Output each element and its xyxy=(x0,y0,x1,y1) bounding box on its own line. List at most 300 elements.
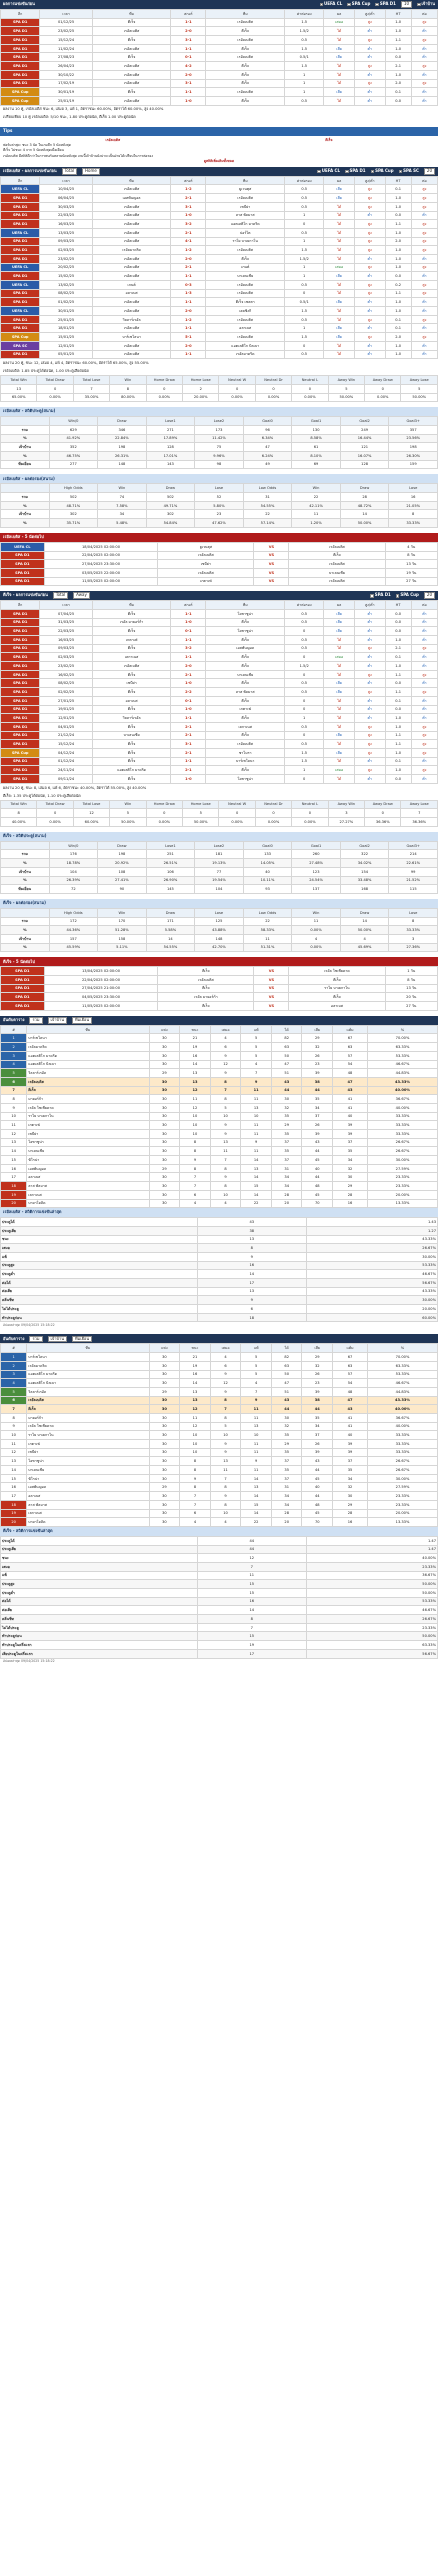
stat-value: 18.78% xyxy=(49,859,98,868)
standings-row[interactable] xyxy=(1,1422,438,1431)
col-header: แต้ม xyxy=(333,1025,368,1034)
tab-total-a[interactable]: Total xyxy=(62,168,77,175)
standings-cell: 8 xyxy=(180,1457,211,1466)
standings-row[interactable] xyxy=(1,1413,438,1422)
match-result: เสีย xyxy=(324,731,355,740)
standings-a-tab-away[interactable]: ทีมเยือน xyxy=(72,1017,92,1024)
standings-cell: 18 xyxy=(1,1500,27,1509)
match-score: 0-1 xyxy=(171,53,206,62)
filter-uefa-cl[interactable]: UEFA CL xyxy=(320,2,343,7)
match-row[interactable] xyxy=(1,202,438,211)
stat-value: 14.05% xyxy=(243,859,292,868)
fixture-row[interactable] xyxy=(1,542,438,551)
stat-label: เจ้าบ้าน xyxy=(1,510,50,519)
match-row[interactable] xyxy=(1,53,438,62)
standings-row[interactable] xyxy=(1,1474,438,1483)
match-row[interactable] xyxy=(1,246,438,255)
match-row[interactable] xyxy=(1,315,438,324)
standings-row[interactable] xyxy=(1,1492,438,1501)
match-corner: ต่ำ xyxy=(411,211,437,220)
match-date: 04/12/24 xyxy=(40,748,92,757)
standings-row[interactable] xyxy=(1,1173,438,1182)
fixture-row[interactable] xyxy=(1,993,438,1002)
standings-cell: 26 xyxy=(302,1051,333,1060)
match-score: 1-1 xyxy=(171,757,206,766)
match-result: ได้ xyxy=(324,96,355,105)
standings-cell: 9 xyxy=(210,1173,241,1182)
league-badge: SPA D1 xyxy=(1,44,40,53)
match-corner: ต่ำ xyxy=(411,696,437,705)
match-ht: 0-0 xyxy=(385,627,411,636)
standings-cell: 30 xyxy=(149,1422,180,1431)
match-result: เสีย xyxy=(324,44,355,53)
tab-away-b[interactable]: Away xyxy=(73,592,90,599)
stat-value: 12 xyxy=(197,1554,306,1563)
match-row[interactable] xyxy=(1,237,438,246)
match-date: 16/03/25 xyxy=(40,636,92,645)
stat-label: ประตูเสีย xyxy=(1,1545,198,1554)
col-header: Draw xyxy=(146,484,195,493)
stat-value: 15 xyxy=(197,1589,306,1598)
fixture-row[interactable] xyxy=(1,568,438,577)
match-odds: 0 xyxy=(285,670,324,679)
home-team: เรอัลเบติส xyxy=(92,254,171,263)
standings-cell: 40 xyxy=(333,1431,368,1440)
standings-cell: 16 xyxy=(1,1483,27,1492)
match-corner: สูง xyxy=(411,220,437,229)
match-result: ได้ xyxy=(324,27,355,36)
standings-cell: 5 xyxy=(210,1103,241,1112)
standings-cell: 19 xyxy=(180,1361,211,1370)
fixture-row[interactable] xyxy=(1,1002,438,1011)
match-row[interactable] xyxy=(1,228,438,237)
standings-row[interactable] xyxy=(1,1060,438,1069)
stat-row xyxy=(1,1305,438,1314)
match-odds: 0.5 xyxy=(285,609,324,618)
match-row[interactable] xyxy=(1,341,438,350)
standings-row[interactable] xyxy=(1,1112,438,1121)
match-date: 30/01/19 xyxy=(40,88,92,97)
tips-header: Tips xyxy=(0,127,438,136)
standings-cell: 11 xyxy=(180,1413,211,1422)
stat-row xyxy=(1,519,438,528)
stat-value: 23.33% xyxy=(306,1562,437,1571)
away-team: เรอัลเบติส xyxy=(206,333,285,342)
standings-row[interactable] xyxy=(1,1431,438,1440)
stat-value: 7 xyxy=(197,1562,306,1571)
match-odds: 0 xyxy=(285,220,324,229)
league-badge: UEFA CL xyxy=(1,307,40,316)
match-score: 1-0 xyxy=(171,679,206,688)
standings-cell: 15 xyxy=(1,1156,27,1165)
tab-total-b[interactable]: Total xyxy=(53,592,68,599)
stat-value: 17.89% xyxy=(146,434,195,443)
standings-b-tab-away[interactable]: ทีมเยือน xyxy=(72,1336,92,1343)
standings-cell: 9 xyxy=(1,1422,27,1431)
stat-value: 0 xyxy=(37,809,73,818)
standings-cell: 35 xyxy=(333,1466,368,1475)
standings-row[interactable] xyxy=(1,1034,438,1043)
league-badge: SPA D1 xyxy=(1,568,45,577)
match-row[interactable] xyxy=(1,714,438,723)
tips-panel xyxy=(0,136,438,167)
match-row[interactable] xyxy=(1,281,438,290)
match-row[interactable] xyxy=(1,679,438,688)
fixture-row[interactable] xyxy=(1,984,438,993)
match-row[interactable] xyxy=(1,757,438,766)
match-date: 09/03/25 xyxy=(40,644,92,653)
match-row[interactable] xyxy=(1,88,438,97)
league-badge: SPA D1 xyxy=(1,79,40,88)
match-result: ได้ xyxy=(324,636,355,645)
count-select-a[interactable]: 20 xyxy=(424,168,435,175)
match-row[interactable] xyxy=(1,263,438,272)
stat-row xyxy=(1,1571,438,1580)
filter-spa-d1[interactable]: SPA D1 xyxy=(375,2,396,7)
standings-row[interactable] xyxy=(1,1077,438,1086)
stat-value: 14 xyxy=(197,1270,306,1279)
league-badge: SPA D1 xyxy=(1,350,40,359)
stat-value: 8 xyxy=(110,384,146,393)
fixture-row[interactable] xyxy=(1,577,438,586)
match-row[interactable] xyxy=(1,185,438,194)
filter-a-d1[interactable]: SPA D1 xyxy=(345,169,366,174)
team-name: เรอัล โซเซียดาด xyxy=(27,1422,149,1431)
match-row[interactable] xyxy=(1,27,438,36)
match-result: เสีย xyxy=(324,748,355,757)
stat-value: 48.71% xyxy=(49,501,98,510)
match-ht: 1-0 xyxy=(385,246,411,255)
match-result: ได้ xyxy=(324,220,355,229)
home-team: ตีเร็จ xyxy=(92,705,171,714)
match-row[interactable] xyxy=(1,220,438,229)
standings-row[interactable] xyxy=(1,1156,438,1165)
match-row[interactable] xyxy=(1,194,438,203)
match-score: 0-1 xyxy=(171,627,206,636)
stat-value: 27.41% xyxy=(98,876,147,885)
team-name: เลกาเนส xyxy=(27,1190,149,1199)
standings-a-tab-home[interactable]: เจ้าบ้าน xyxy=(48,1017,67,1024)
match-row[interactable] xyxy=(1,298,438,307)
standings-cell: 26.67% xyxy=(368,1466,438,1475)
standings-cell: 20 xyxy=(271,1199,302,1208)
tab-home-a[interactable]: Home xyxy=(82,168,100,175)
match-row[interactable] xyxy=(1,254,438,263)
standings-cell: 8 xyxy=(180,1147,211,1156)
match-row[interactable] xyxy=(1,79,438,88)
league-badge: SPA D1 xyxy=(1,315,40,324)
standings-b-tab-home[interactable]: เจ้าบ้าน xyxy=(48,1336,67,1343)
match-odds: 0.5 xyxy=(285,194,324,203)
match-result: ได้ xyxy=(324,307,355,316)
league-badge: UEFA CL xyxy=(1,542,45,551)
standings-cell: 15 xyxy=(241,1182,272,1191)
standings-cell: 82 xyxy=(271,1353,302,1362)
match-ht: 0-1 xyxy=(385,696,411,705)
fixture-row[interactable] xyxy=(1,976,438,985)
league-badge: UEFA CL xyxy=(1,263,40,272)
match-ht: 0-0 xyxy=(385,705,411,714)
standings-cell: 37 xyxy=(333,1457,368,1466)
col-header: Total Draw xyxy=(37,376,73,385)
col-header: Lose xyxy=(195,484,244,493)
filter-a-cup[interactable]: SPA Cup xyxy=(371,169,394,174)
standings-cell: 32 xyxy=(302,1361,333,1370)
home-team: เลกาเนส xyxy=(92,653,171,662)
team-name: เกตาเฟ่ xyxy=(27,1440,149,1449)
match-date: 05/01/25 xyxy=(40,350,92,359)
match-row[interactable] xyxy=(1,18,438,27)
stat-value: 26.31% xyxy=(98,452,147,461)
match-row[interactable] xyxy=(1,324,438,333)
h2h-header xyxy=(0,0,438,9)
standings-cell: 47 xyxy=(271,1060,302,1069)
match-row[interactable] xyxy=(1,722,438,731)
stat-row xyxy=(1,926,438,935)
standings-row[interactable] xyxy=(1,1069,438,1078)
standings-row[interactable] xyxy=(1,1182,438,1191)
standings-row[interactable] xyxy=(1,1396,438,1405)
match-ou: สูง xyxy=(354,281,385,290)
standings-cell: 30 xyxy=(149,1043,180,1052)
team-name: อลาเบส xyxy=(27,1492,149,1501)
col-header: Away Win xyxy=(328,800,364,809)
away-team: ตีเร็จ xyxy=(206,44,285,53)
stat-value: 21.52% xyxy=(389,876,438,885)
home-team: เรอัลเบติส xyxy=(92,307,171,316)
standings-b-tab-all[interactable]: รวม xyxy=(29,1336,42,1343)
col-header: Goal3+ xyxy=(389,417,438,426)
league-badge: SPA D1 xyxy=(1,757,40,766)
stat-value: 50.00% xyxy=(340,519,389,528)
match-row[interactable] xyxy=(1,289,438,298)
stat-value: 42.70% xyxy=(195,943,244,952)
stat-label: แพ้ xyxy=(1,1571,198,1580)
match-row[interactable] xyxy=(1,775,438,784)
stat-label: ไม่ได้ประตู xyxy=(1,1305,198,1314)
match-odds: 1 xyxy=(285,714,324,723)
stat-row xyxy=(1,1589,438,1598)
match-row[interactable] xyxy=(1,618,438,627)
league-badge: SPA D1 xyxy=(1,246,40,255)
match-odds: 1 xyxy=(285,272,324,281)
stat-row xyxy=(1,1270,438,1279)
match-row[interactable] xyxy=(1,766,438,775)
match-row[interactable] xyxy=(1,740,438,749)
fixture-row[interactable] xyxy=(1,560,438,569)
match-row[interactable] xyxy=(1,696,438,705)
filter-spa-cup[interactable]: SPA Cup xyxy=(347,2,370,7)
standings-row[interactable] xyxy=(1,1509,438,1518)
standings-row[interactable] xyxy=(1,1448,438,1457)
standings-cell: 34 xyxy=(271,1182,302,1191)
match-row[interactable] xyxy=(1,211,438,220)
standings-cell: 5 xyxy=(241,1034,272,1043)
match-corner: ต่ำ xyxy=(411,775,437,784)
filter-home[interactable]: เจ้าบ้าน xyxy=(417,2,435,7)
match-row[interactable] xyxy=(1,688,438,697)
match-row[interactable] xyxy=(1,670,438,679)
match-row[interactable] xyxy=(1,609,438,618)
match-row[interactable] xyxy=(1,731,438,740)
standings-row[interactable] xyxy=(1,1466,438,1475)
standings-cell: 26 xyxy=(302,1121,333,1130)
standings-row[interactable] xyxy=(1,1361,438,1370)
stat-value: 0.00% xyxy=(365,393,401,402)
count-select[interactable]: 10 xyxy=(401,1,412,8)
stat-value: 63.33% xyxy=(306,1641,437,1650)
match-row[interactable] xyxy=(1,653,438,662)
match-row[interactable] xyxy=(1,307,438,316)
filter-b-cup[interactable]: SPA Cup xyxy=(396,593,419,598)
match-odds: 1 xyxy=(285,324,324,333)
league-badge: SPA SC xyxy=(1,341,40,350)
standings-cell: 34 xyxy=(271,1492,302,1501)
tips-away: ตีเร็จ xyxy=(325,137,333,142)
standings-cell: 4 xyxy=(180,1518,211,1527)
stat-value: 69 xyxy=(292,460,341,469)
match-row[interactable] xyxy=(1,44,438,53)
team-name: แอตเลติโก มาดริด xyxy=(27,1370,149,1379)
col-header: แต้ม xyxy=(333,1344,368,1353)
standings-row[interactable] xyxy=(1,1500,438,1509)
stat-value: 45.69% xyxy=(340,943,389,952)
match-row[interactable] xyxy=(1,272,438,281)
standings-cell: 33.33% xyxy=(368,1121,438,1130)
count-select-b[interactable]: 20 xyxy=(424,592,435,599)
standings-row[interactable] xyxy=(1,1405,438,1414)
standings-row[interactable] xyxy=(1,1190,438,1199)
match-row[interactable] xyxy=(1,36,438,45)
stat-value: 7.58% xyxy=(98,501,147,510)
tips-link[interactable]: ดูสถิติเพิ่มเติมทั้งหมด xyxy=(203,159,235,164)
stat-value: 14 xyxy=(340,510,389,519)
match-date: 16/03/25 xyxy=(40,220,92,229)
standings-row[interactable] xyxy=(1,1353,438,1362)
team-name: เอสพันญอล xyxy=(27,1164,149,1173)
standings-cell: 9 xyxy=(241,1077,272,1086)
standings-row[interactable] xyxy=(1,1457,438,1466)
stat-label: ต่อได้ xyxy=(1,1279,198,1288)
match-row[interactable] xyxy=(1,96,438,105)
match-row[interactable] xyxy=(1,62,438,71)
standings-row[interactable] xyxy=(1,1379,438,1388)
home-team: ยูเวนตุส xyxy=(158,542,254,551)
standings-row[interactable] xyxy=(1,1164,438,1173)
standings-row[interactable] xyxy=(1,1387,438,1396)
match-ht: 1-0 xyxy=(385,254,411,263)
stat-value: 322 xyxy=(340,850,389,859)
stat-value: 26.67% xyxy=(306,1244,437,1253)
league-badge: SPA D1 xyxy=(1,272,40,281)
stat-label: ต่อเสีย xyxy=(1,1606,198,1615)
standings-cell: 54 xyxy=(333,1060,368,1069)
standings-cell: 14 xyxy=(241,1509,272,1518)
stat-label: ไม่ได้ประตู xyxy=(1,1623,198,1632)
stat-value: 7 xyxy=(73,384,109,393)
match-corner: ต่ำ xyxy=(411,609,437,618)
standings-row[interactable] xyxy=(1,1121,438,1130)
stat-value: 22 xyxy=(292,493,341,502)
standings-cell: 30 xyxy=(149,1440,180,1449)
match-row[interactable] xyxy=(1,748,438,757)
standings-cell: 4 xyxy=(1,1060,27,1069)
match-odds: 1.5 xyxy=(285,307,324,316)
standings-row[interactable] xyxy=(1,1483,438,1492)
match-row[interactable] xyxy=(1,70,438,79)
match-row[interactable] xyxy=(1,662,438,671)
stat-value: 6 xyxy=(197,1305,306,1314)
match-corner: สูง xyxy=(411,185,437,194)
standings-row[interactable] xyxy=(1,1138,438,1147)
stat-row xyxy=(1,1279,438,1288)
stat-value: 16.07% xyxy=(340,452,389,461)
filter-a-cl[interactable]: UEFA CL xyxy=(317,169,340,174)
standings-cell: 13 xyxy=(241,1483,272,1492)
match-row[interactable] xyxy=(1,636,438,645)
filter-a-sc[interactable]: SPA SC xyxy=(399,169,419,174)
standings-cell: 45 xyxy=(302,1474,333,1483)
match-row[interactable] xyxy=(1,627,438,636)
standings-row[interactable] xyxy=(1,1440,438,1449)
stat-value: 502 xyxy=(49,493,98,502)
match-date: 02/03/25 xyxy=(40,653,92,662)
match-row[interactable] xyxy=(1,333,438,342)
match-row[interactable] xyxy=(1,644,438,653)
standings-row[interactable] xyxy=(1,1043,438,1052)
fixture-row[interactable] xyxy=(1,967,438,976)
stat-value: 43 xyxy=(197,1218,306,1227)
filter-b-d1[interactable]: SPA D1 xyxy=(370,593,391,598)
standings-cell: 11 xyxy=(210,1147,241,1156)
standings-row[interactable] xyxy=(1,1518,438,1527)
col-header: แข่ง xyxy=(149,1025,180,1034)
home-team: เรอัลเบติส xyxy=(92,263,171,272)
match-ou: สูง xyxy=(354,688,385,697)
stat-value: 31 xyxy=(243,493,292,502)
days-until: 27 วัน xyxy=(385,577,437,586)
standings-cell: 34 xyxy=(271,1173,302,1182)
standings-row[interactable] xyxy=(1,1095,438,1104)
standings-row[interactable] xyxy=(1,1199,438,1208)
standings-cell: 22 xyxy=(241,1199,272,1208)
standings-row[interactable] xyxy=(1,1051,438,1060)
stat-value: 9 xyxy=(197,1252,306,1261)
standings-a-tab-all[interactable]: รวม xyxy=(29,1017,42,1024)
col-header: Goal0 xyxy=(243,417,292,426)
standings-cell: 39 xyxy=(302,1387,333,1396)
away-team: บาเลนเซีย xyxy=(206,272,285,281)
match-date: 25/01/25 xyxy=(40,315,92,324)
standings-cell: 30 xyxy=(149,1060,180,1069)
match-odds: 0 xyxy=(285,289,324,298)
standings-cell: 30 xyxy=(149,1112,180,1121)
match-date: 15/12/24 xyxy=(40,36,92,45)
standings-row[interactable] xyxy=(1,1103,438,1112)
match-ou: ต่ำ xyxy=(354,679,385,688)
standings-row[interactable] xyxy=(1,1086,438,1095)
match-date: 01/02/25 xyxy=(40,298,92,307)
stat-value: 22 xyxy=(243,917,292,926)
standings-row[interactable] xyxy=(1,1370,438,1379)
match-row[interactable] xyxy=(1,705,438,714)
match-score: 1-3 xyxy=(171,289,206,298)
standings-row[interactable] xyxy=(1,1130,438,1139)
away-team: ลาส พัลมาส xyxy=(206,688,285,697)
standings-row[interactable] xyxy=(1,1147,438,1156)
fixture-row[interactable] xyxy=(1,551,438,560)
match-row[interactable] xyxy=(1,350,438,359)
